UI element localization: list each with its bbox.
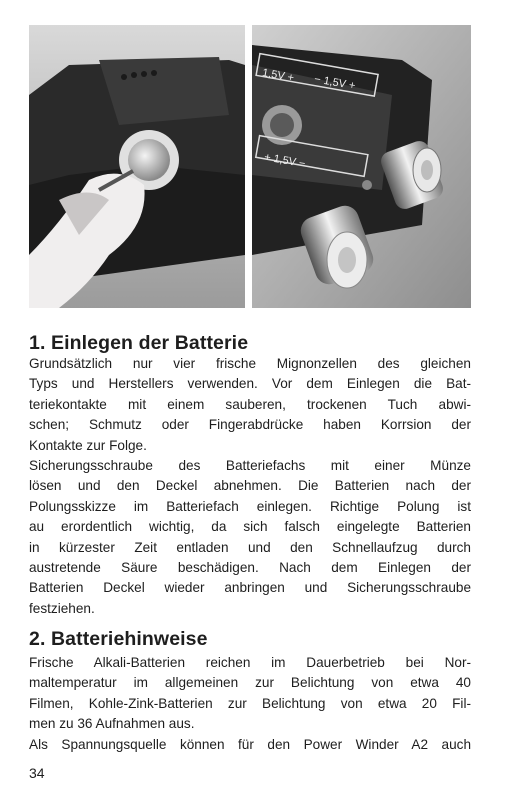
text-line: Kontakte zur Folge.	[29, 437, 147, 453]
section2-heading: 2. Batteriehinweise	[29, 628, 208, 650]
page-number: 34	[29, 765, 45, 781]
text-line: Als Spannungsquelle können für den Power Winder A2 auch	[29, 736, 471, 752]
section1-paragraph2	[29, 456, 471, 619]
text-line: au erordentlich wichtig, da sich falsch eingelegte Batterien	[29, 519, 471, 535]
polarity-label-1: 1,5V +	[261, 66, 295, 85]
text-line: Batterien Deckel wieder anbringen und Sicherungsschraube	[29, 580, 471, 596]
text-line: Filmen, Kohle-Zink-Batterien zur Belichtung von etwa 20 Fil-	[29, 695, 471, 711]
text-line: Typs und Herstellers verwenden. Vor dem Einlegen die Bat-	[29, 376, 471, 392]
text-line: men zu 36 Aufnahmen aus.	[29, 716, 195, 732]
text-line: lösen und den Deckel abnehmen. Die Batterien nach der	[29, 478, 471, 494]
text-line: festziehen.	[29, 600, 95, 616]
text-line: maltemperatur im allgemeinen zur Belichtung von etwa 40	[29, 675, 471, 691]
text-line: Frische Alkali-Batterien reichen im Dauerbetrieb bei Nor-	[29, 655, 471, 670]
polarity-label-3: + 1,5V −	[263, 151, 307, 171]
section1-paragraph1	[29, 354, 471, 456]
section2-paragraph1	[29, 653, 471, 755]
text-line: in kürzester Zeit entladen und den Schnellaufzug durch	[29, 539, 471, 555]
photo-coin-screw	[29, 25, 245, 308]
text-line: austretende Säure beschädigen. Nach dem Einlegen der	[29, 560, 471, 576]
text-line: Grundsätzlich nur vier frische Mignonzellen des gleichen	[29, 356, 471, 371]
section1-heading: 1. Einlegen der Batterie	[29, 332, 249, 354]
text-line: teriekontakte mit einem sauberen, trockenen Tuch abwi-	[29, 396, 471, 412]
text-line: Sicherungsschraube des Batteriefachs mit einer Münze	[29, 458, 471, 473]
polarity-label-2: − 1,5V +	[313, 73, 357, 93]
text-line: schen; Schmutz oder Fingerabdrücke haben Korrsion der	[29, 417, 471, 433]
photo-battery-compartment	[252, 25, 471, 308]
text-line: Polungsskizze im Batteriefach einlegen. Richtige Polung ist	[29, 498, 471, 514]
